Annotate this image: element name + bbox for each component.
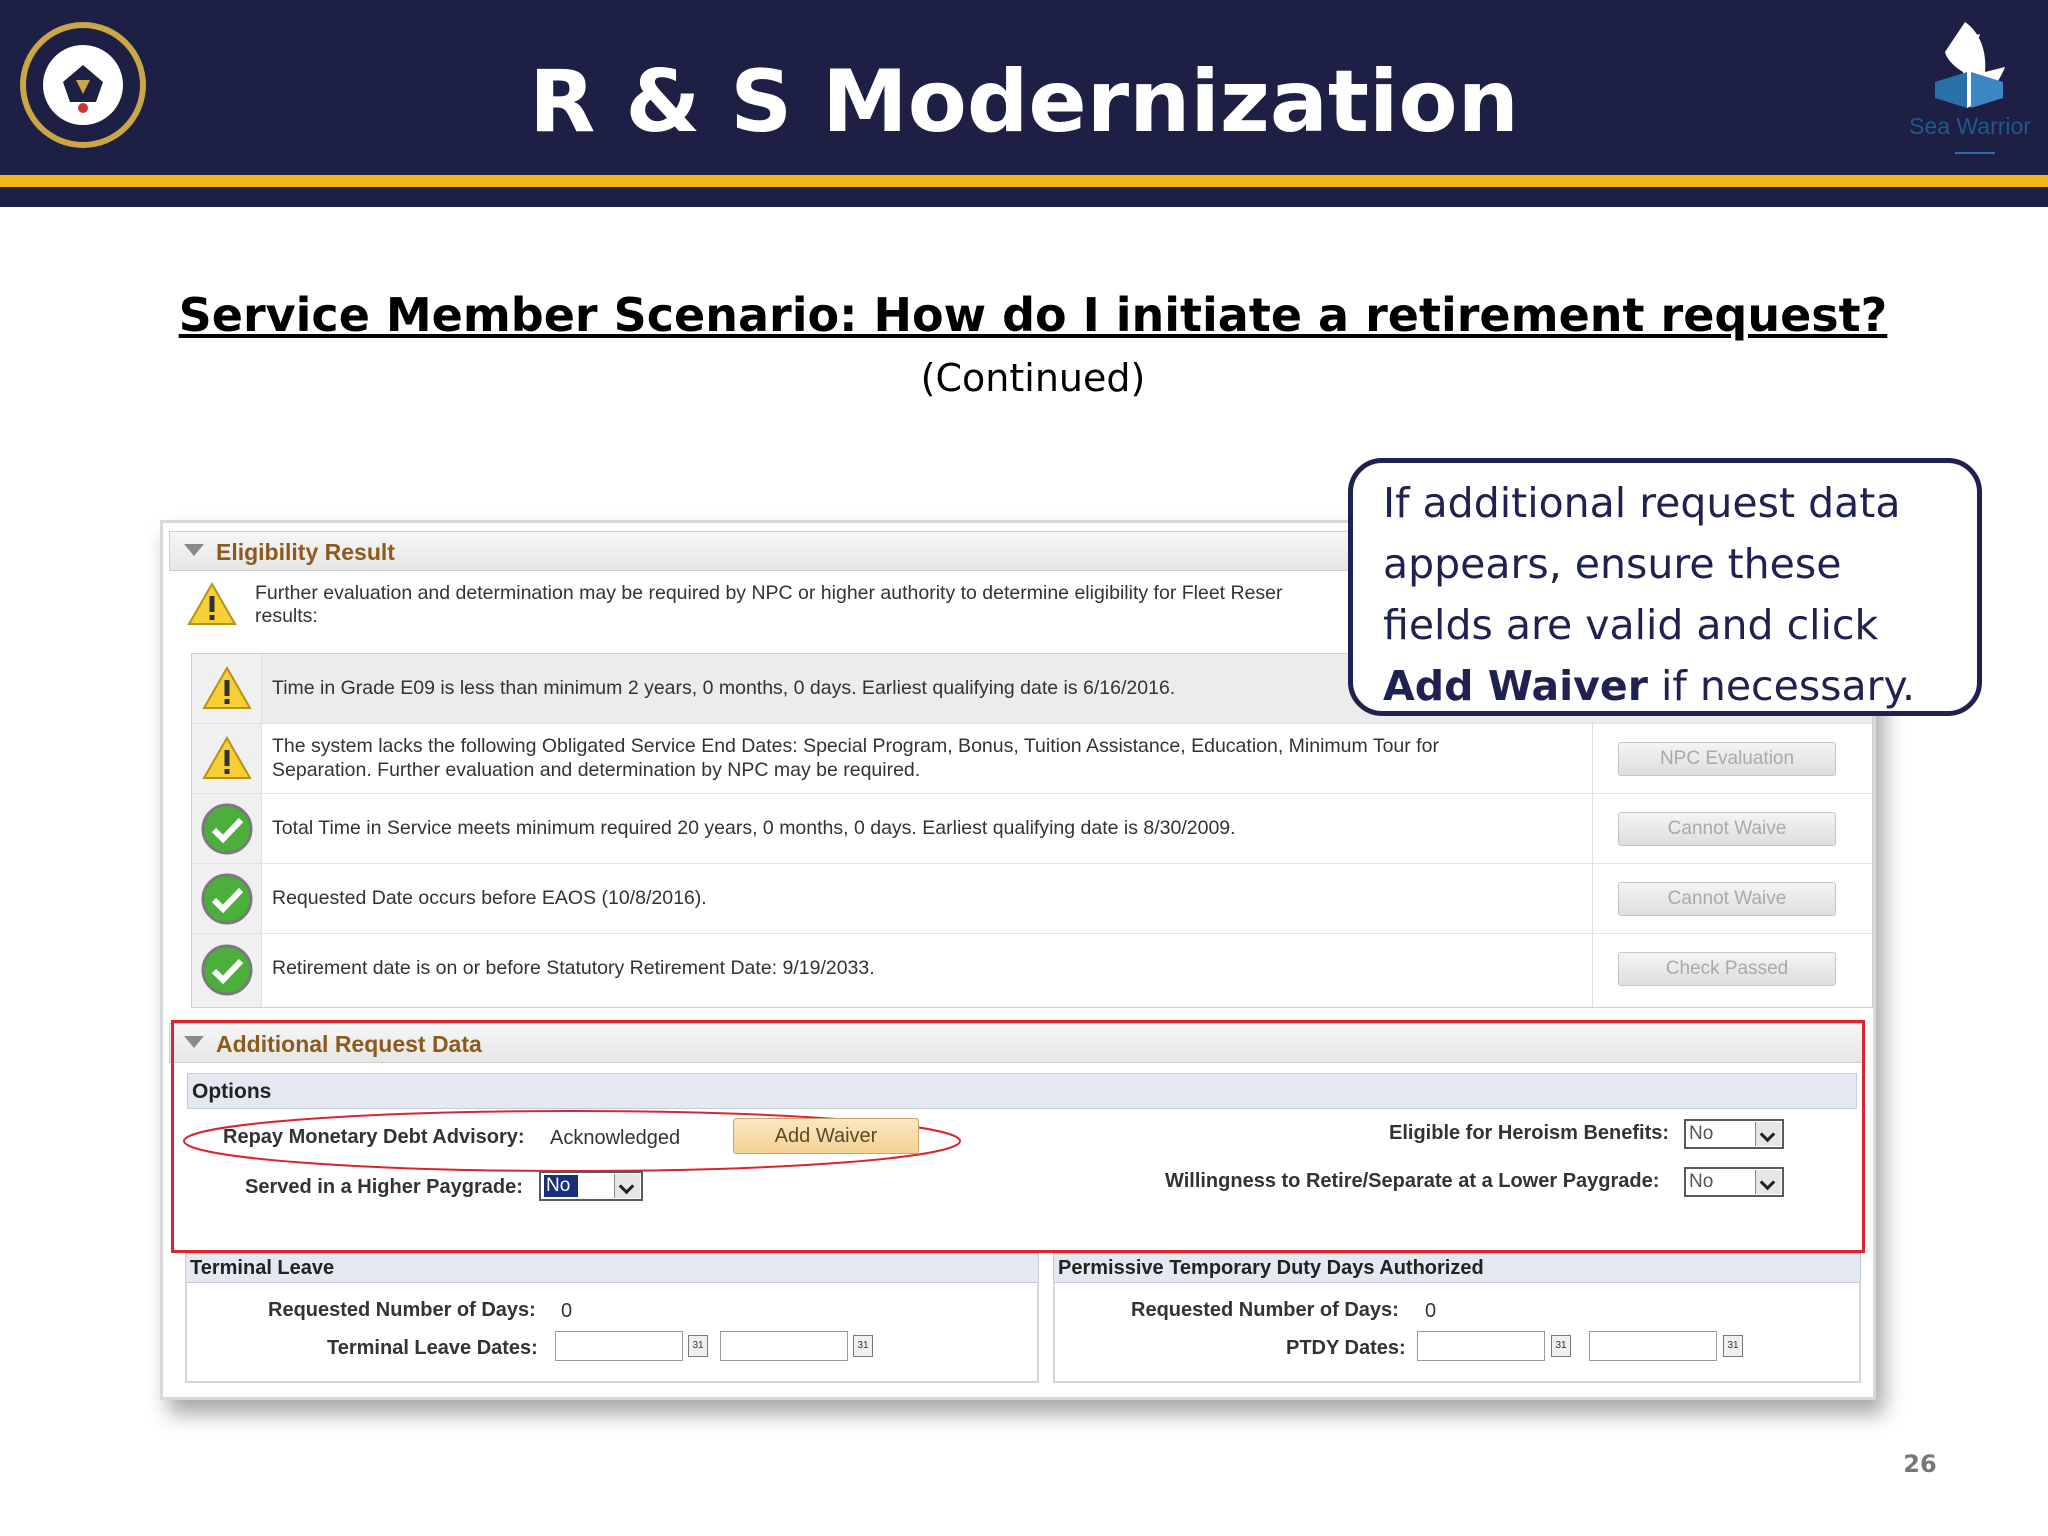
eligibility-row-text: Requested Date occurs before EAOS (10/8/2016). xyxy=(272,887,707,909)
calendar-icon[interactable]: 31 xyxy=(1551,1335,1571,1357)
page-title: R & S Modernization xyxy=(529,52,1519,152)
callout-line xyxy=(1383,656,1977,717)
highlight-box xyxy=(171,1020,1865,1253)
terminal-leave-start-date-input[interactable] xyxy=(555,1331,683,1361)
terminal-leave-days-value: 0 xyxy=(561,1300,573,1322)
calendar-icon[interactable]: 31 xyxy=(1723,1335,1743,1357)
heroism-benefits-label: Eligible for Heroism Benefits: xyxy=(1389,1122,1670,1144)
ptdy-start-date-input[interactable] xyxy=(1417,1331,1545,1361)
callout-line: appears, ensure these xyxy=(1383,540,1842,588)
callout-line: If additional request data xyxy=(1383,479,1901,527)
eligibility-intro-line2: results: xyxy=(255,605,318,627)
warning-icon xyxy=(202,665,252,711)
ptdy-days-value: 0 xyxy=(1425,1300,1437,1322)
willingness-lower-paygrade-value: No xyxy=(1689,1171,1714,1192)
calendar-icon[interactable]: 31 xyxy=(688,1335,708,1357)
terminal-leave-end-date-input[interactable] xyxy=(720,1331,848,1361)
eligibility-row xyxy=(192,724,1872,794)
terminal-leave-days-label: Requested Number of Days: xyxy=(268,1299,536,1321)
options-label: Options xyxy=(192,1080,272,1103)
check-icon xyxy=(200,943,254,997)
eligibility-row-text: Total Time in Service meets minimum required 20 years, 0 months, 0 days. Earliest qualifying date is 8/30/2009. xyxy=(272,817,1236,839)
terminal-leave-title: Terminal Leave xyxy=(190,1257,335,1279)
ptdy-title: Permissive Temporary Duty Days Authorized xyxy=(1058,1257,1484,1279)
eligibility-row xyxy=(192,934,1872,1007)
eligibility-row-text: Retirement date is on or before Statutory Retirement Date: 9/19/2033. xyxy=(272,957,875,979)
check-passed-button[interactable]: Check Passed xyxy=(1618,952,1836,986)
served-higher-paygrade-value: No xyxy=(544,1175,578,1197)
header-gold-stripe xyxy=(0,175,2048,187)
add-waiver-button[interactable]: Add Waiver xyxy=(733,1118,919,1154)
warning-icon xyxy=(187,581,237,627)
cannot-waive-button[interactable]: Cannot Waive xyxy=(1618,882,1836,916)
check-icon xyxy=(200,802,254,856)
repay-debt-value: Acknowledged xyxy=(550,1127,681,1149)
eligibility-row-text-2: Separation. Further evaluation and determination by NPC may be required. xyxy=(272,759,921,781)
ptdy-header xyxy=(1053,1253,1861,1283)
instruction-callout xyxy=(1348,458,1982,716)
served-higher-paygrade-label: Served in a Higher Paygrade: xyxy=(245,1176,523,1198)
warning-icon xyxy=(202,735,252,781)
sea-warrior-label: Sea Warrior xyxy=(1909,113,2031,139)
callout-line: fields are valid and click xyxy=(1383,601,1879,649)
check-icon xyxy=(200,872,254,926)
ptdy-end-date-input[interactable] xyxy=(1589,1331,1717,1361)
collapse-triangle-icon[interactable] xyxy=(184,544,204,556)
eligibility-row xyxy=(192,864,1872,934)
additional-request-section-title: Additional Request Data xyxy=(216,1031,482,1057)
npc-evaluation-button[interactable]: NPC Evaluation xyxy=(1618,742,1836,776)
eligibility-row-text: Time in Grade E09 is less than minimum 2 years, 0 months, 0 days. Earliest qualifying date is 6/16/2016. xyxy=(272,677,1176,699)
repay-debt-label: Repay Monetary Debt Advisory: xyxy=(223,1126,525,1148)
willingness-lower-paygrade-label: Willingness to Retire/Separate at a Lower Paygrade: xyxy=(1165,1170,1660,1192)
eligibility-section-title: Eligibility Result xyxy=(216,539,395,565)
eligibility-row-text: The system lacks the following Obligated Service End Dates: Special Program, Bonus, Tuition Assistance, Education, Minimum Tour for xyxy=(272,735,1439,757)
callout-emphasis: Add Waiver xyxy=(1383,662,1648,710)
header-navy-stripe xyxy=(0,187,2048,207)
ptdy-days-label: Requested Number of Days: xyxy=(1131,1299,1399,1321)
cannot-waive-button[interactable]: Cannot Waive xyxy=(1618,812,1836,846)
callout-line-rest: if necessary. xyxy=(1647,662,1915,710)
ptdy-dates-label: PTDY Dates: xyxy=(1286,1337,1406,1359)
eligibility-row xyxy=(192,794,1872,864)
calendar-icon[interactable]: 31 xyxy=(853,1335,873,1357)
terminal-leave-header xyxy=(185,1253,1039,1283)
terminal-leave-dates-label: Terminal Leave Dates: xyxy=(327,1337,538,1359)
scenario-title: Service Member Scenario: How do I initiate a retirement request? xyxy=(178,288,1888,342)
eligibility-intro-line1: Further evaluation and determination may be required by NPC or higher authority to determine eligibility for Fleet Reser xyxy=(255,582,1283,604)
page-number: 26 xyxy=(1903,1450,1937,1478)
scenario-subtitle: (Continued) xyxy=(920,356,1146,400)
heroism-benefits-value: No xyxy=(1689,1123,1714,1144)
